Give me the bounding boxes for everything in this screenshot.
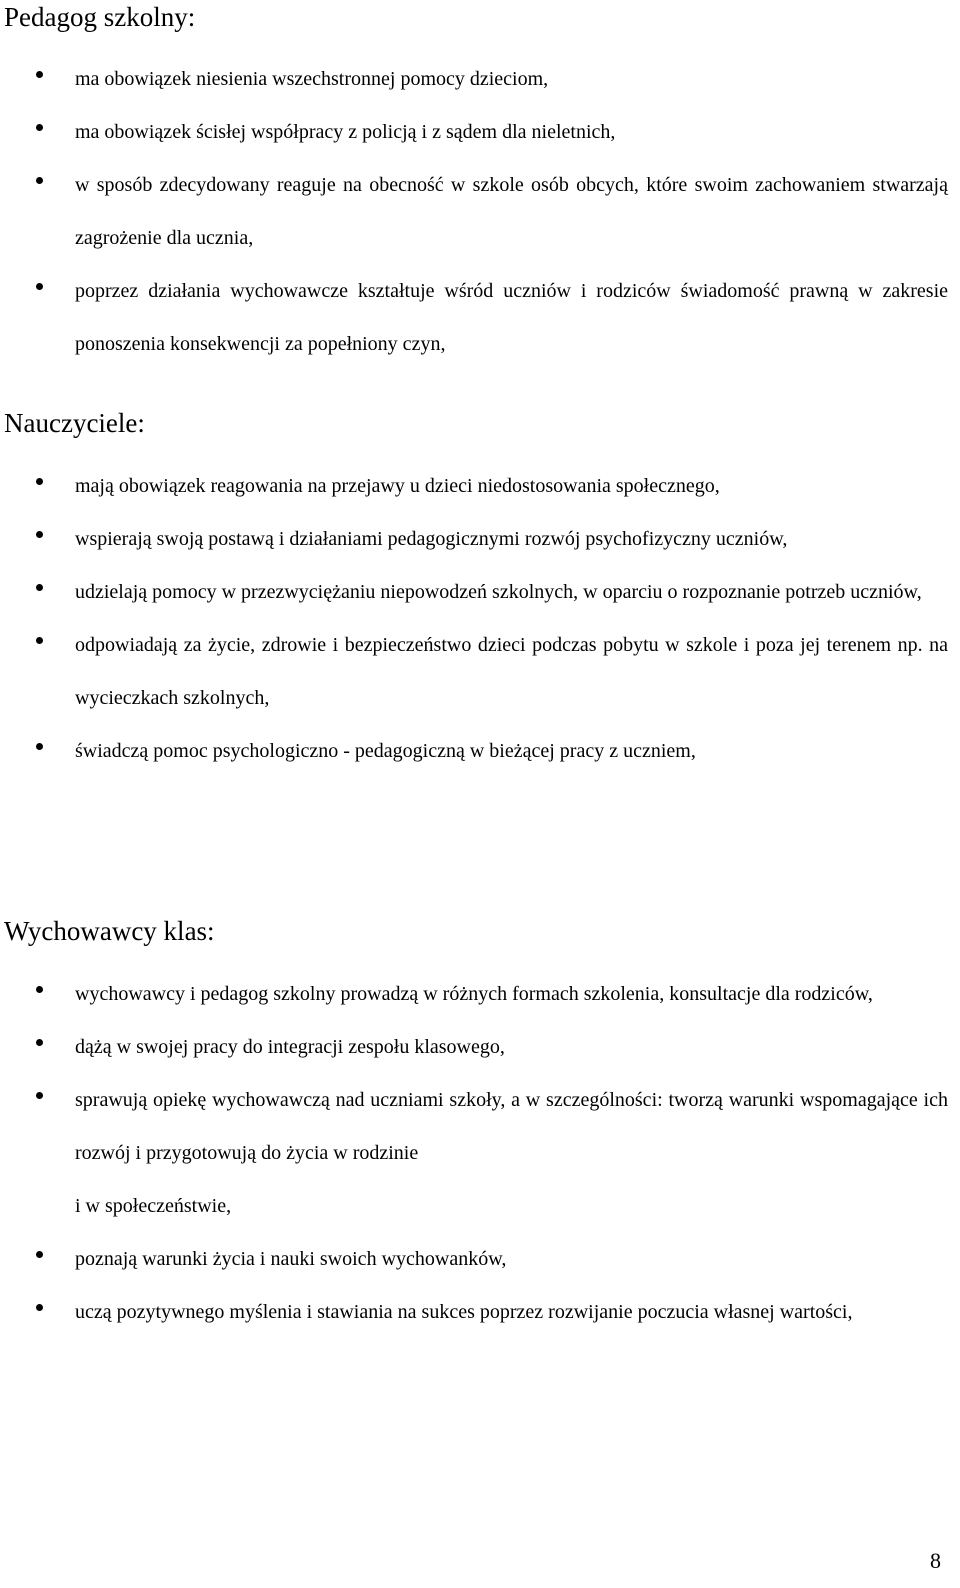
list-item-text: sprawują opiekę wychowawczą nad uczniami szkoły, a w szczególności: tworzą warunki wspomagające ich rozwój i przygotowują do życia w rodzinie (75, 1089, 948, 1164)
bullet-icon (36, 637, 43, 644)
list-item (0, 513, 948, 566)
bullet-icon (36, 1251, 43, 1258)
list-item (0, 1233, 948, 1286)
bullet-icon (36, 986, 43, 993)
list-item (0, 619, 948, 725)
continuation-text: i w społeczeństwie, (75, 1195, 232, 1217)
list-item (0, 1286, 948, 1339)
bullet-icon (36, 124, 43, 131)
list-item-text: poznają warunki życia i nauki swoich wychowanków, (75, 1248, 507, 1270)
section-heading-pedagog: Pedagog szkolny: (4, 2, 196, 32)
bullet-icon (36, 1304, 43, 1311)
list-item-text: ma obowiązek ścisłej współpracy z policją i z sądem dla nieletnich, (75, 121, 616, 143)
list-item-continuation (0, 1180, 948, 1233)
list-item-text: świadczą pomoc psychologiczno - pedagogiczną w bieżącej pracy z uczniem, (75, 740, 696, 762)
list-item-text: ma obowiązek niesienia wszechstronnej pomocy dzieciom, (75, 68, 549, 90)
bullet-icon (36, 584, 43, 591)
pedagog-duties-list (0, 53, 948, 371)
list-item-text: odpowiadają za życie, zdrowie i bezpieczeństwo dzieci podczas pobytu w szkole i poza jej terenem np. na wycieczkach szkolnych, (75, 634, 948, 709)
bullet-icon (36, 478, 43, 485)
list-item-text: wspierają swoją postawą i działaniami pedagogicznymi rozwój psychofizyczny uczniów, (75, 528, 788, 550)
bullet-icon (36, 177, 43, 184)
bullet-icon (36, 283, 43, 290)
list-item (0, 460, 948, 513)
list-item (0, 968, 948, 1021)
list-item (0, 566, 948, 619)
bullet-icon (36, 743, 43, 750)
list-item (0, 159, 948, 265)
list-item-text: dążą w swojej pracy do integracji zespołu klasowego, (75, 1036, 505, 1058)
list-item (0, 53, 948, 106)
list-item-text: w sposób zdecydowany reaguje na obecność w szkole osób obcych, które swoim zachowaniem stwarzają zagrożenie dla ucznia, (75, 174, 948, 249)
page-number: 8 (930, 1548, 941, 1573)
list-item (0, 106, 948, 159)
list-item-text: mają obowiązek reagowania na przejawy u dzieci niedostosowania społecznego, (75, 475, 720, 497)
bullet-icon (36, 1092, 43, 1099)
list-item-text: uczą pozytywnego myślenia i stawiania na sukces poprzez rozwijanie poczucia własnej wartości, (75, 1301, 853, 1323)
list-item (0, 1074, 948, 1180)
section-heading-nauczyciele: Nauczyciele: (4, 408, 145, 438)
list-item (0, 725, 948, 778)
list-item-text: poprzez działania wychowawcze kształtuje wśród uczniów i rodziców świadomość prawną w zakresie ponoszenia konsekwencji za popełniony czyn, (75, 280, 948, 355)
teachers-duties-list (0, 460, 948, 778)
class-tutors-duties-list (0, 968, 948, 1339)
list-item (0, 1021, 948, 1074)
bullet-icon (36, 531, 43, 538)
section-heading-wychowawcy: Wychowawcy klas: (4, 916, 215, 946)
bullet-icon (36, 71, 43, 78)
bullet-icon (36, 1039, 43, 1046)
list-item-text: wychowawcy i pedagog szkolny prowadzą w różnych formach szkolenia, konsultacje dla rodziców, (75, 983, 873, 1005)
list-item (0, 265, 948, 371)
list-item-text: udzielają pomocy w przezwyciężaniu niepowodzeń szkolnych, w oparciu o rozpoznanie potrzeb uczniów, (75, 581, 922, 603)
